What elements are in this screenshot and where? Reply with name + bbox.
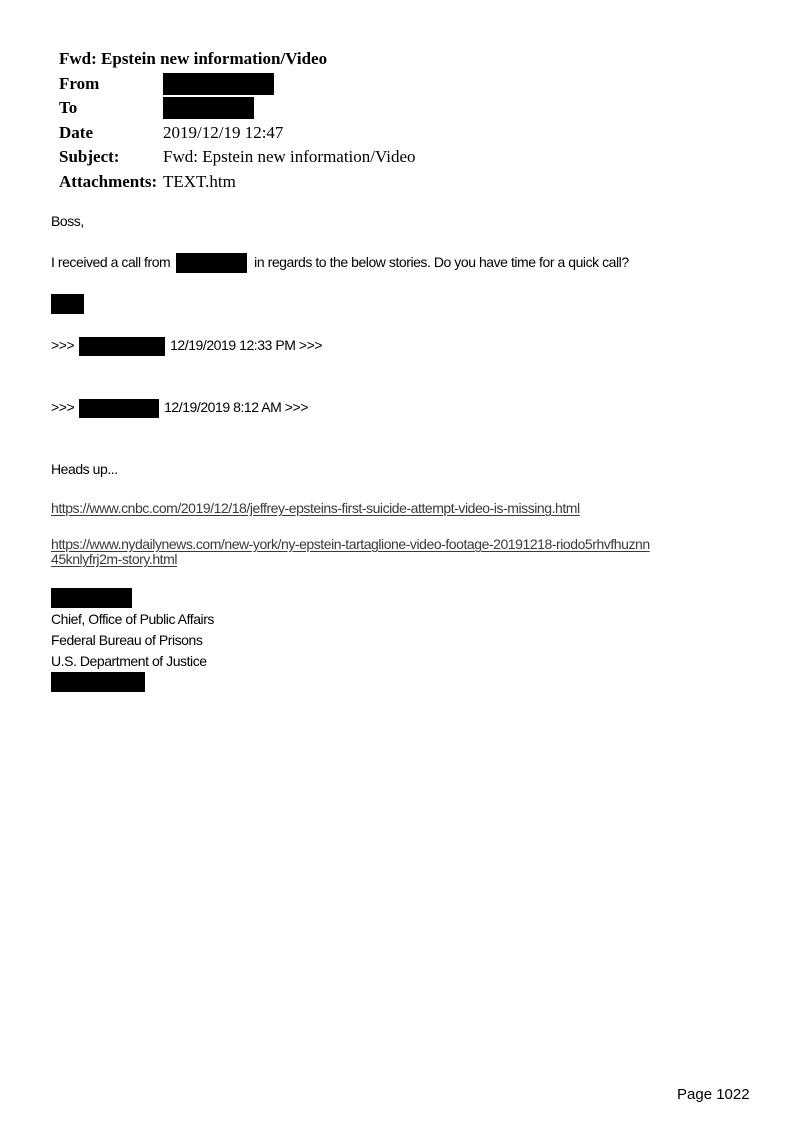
subject-label: Subject: [59, 147, 120, 166]
signature-name-redaction [51, 588, 132, 608]
email-title: Fwd: Epstein new information/Video [59, 49, 328, 68]
date-value: 2019/12/19 12:47 [163, 122, 284, 142]
subject-value: Fwd: Epstein new information/Video [163, 147, 416, 166]
greeting: Boss, [51, 213, 84, 229]
attachments-label: Attachments: [59, 171, 158, 191]
call-line-after: in regards to the below stories. Do you have time for a quick call? [254, 254, 629, 270]
signature-contact-redaction [51, 672, 145, 692]
to-label: To [59, 98, 78, 117]
call-line [51, 252, 629, 273]
to-redaction [163, 97, 254, 119]
attachments-row [59, 170, 416, 195]
forward-1-suffix: 12/19/2019 12:33 PM >>> [170, 337, 323, 353]
page-number: Page 1022 [677, 1086, 750, 1103]
heads-up-text: Heads up... [51, 461, 118, 477]
caller-redaction [176, 253, 247, 273]
forward-line-1 [51, 335, 322, 356]
call-line-before: I received a call from [51, 254, 171, 270]
signature-title: Chief, Office of Public Affairs [51, 611, 214, 627]
from-redaction [163, 73, 274, 95]
signature-contact-line [51, 671, 145, 692]
forward-line-2 [51, 397, 308, 418]
signature-name-line [51, 587, 132, 608]
date-label: Date [59, 122, 93, 142]
attachments-value: TEXT.htm [163, 171, 236, 191]
sender-initials-redaction [51, 294, 84, 314]
forward-2-prefix: >>> [51, 399, 75, 415]
signature-department: U.S. Department of Justice [51, 653, 207, 669]
date-row [59, 121, 416, 146]
forward-2-suffix: 12/19/2019 8:12 AM >>> [164, 399, 308, 415]
nydailynews-link[interactable]: https://www.nydailynews.com/new-york/ny-epstein-tartaglione-video-footage-20191218-riodo5rhvfhuznn45knlyfrj2m-story.html [51, 536, 650, 567]
from-label: From [59, 73, 100, 93]
email-header [59, 47, 416, 194]
forward-2-sender-redaction [79, 399, 159, 418]
forward-1-prefix: >>> [51, 337, 75, 353]
link-1-line [51, 498, 580, 518]
to-row [59, 96, 416, 121]
cnbc-link[interactable]: https://www.cnbc.com/2019/12/18/jeffrey-epsteins-first-suicide-attempt-video-is-missing.html [51, 500, 580, 516]
from-row [59, 72, 416, 97]
sender-initials-line [51, 293, 84, 314]
link-2-line [51, 537, 651, 567]
subject-row [59, 145, 416, 170]
forward-1-sender-redaction [79, 337, 165, 356]
signature-bureau: Federal Bureau of Prisons [51, 632, 203, 648]
